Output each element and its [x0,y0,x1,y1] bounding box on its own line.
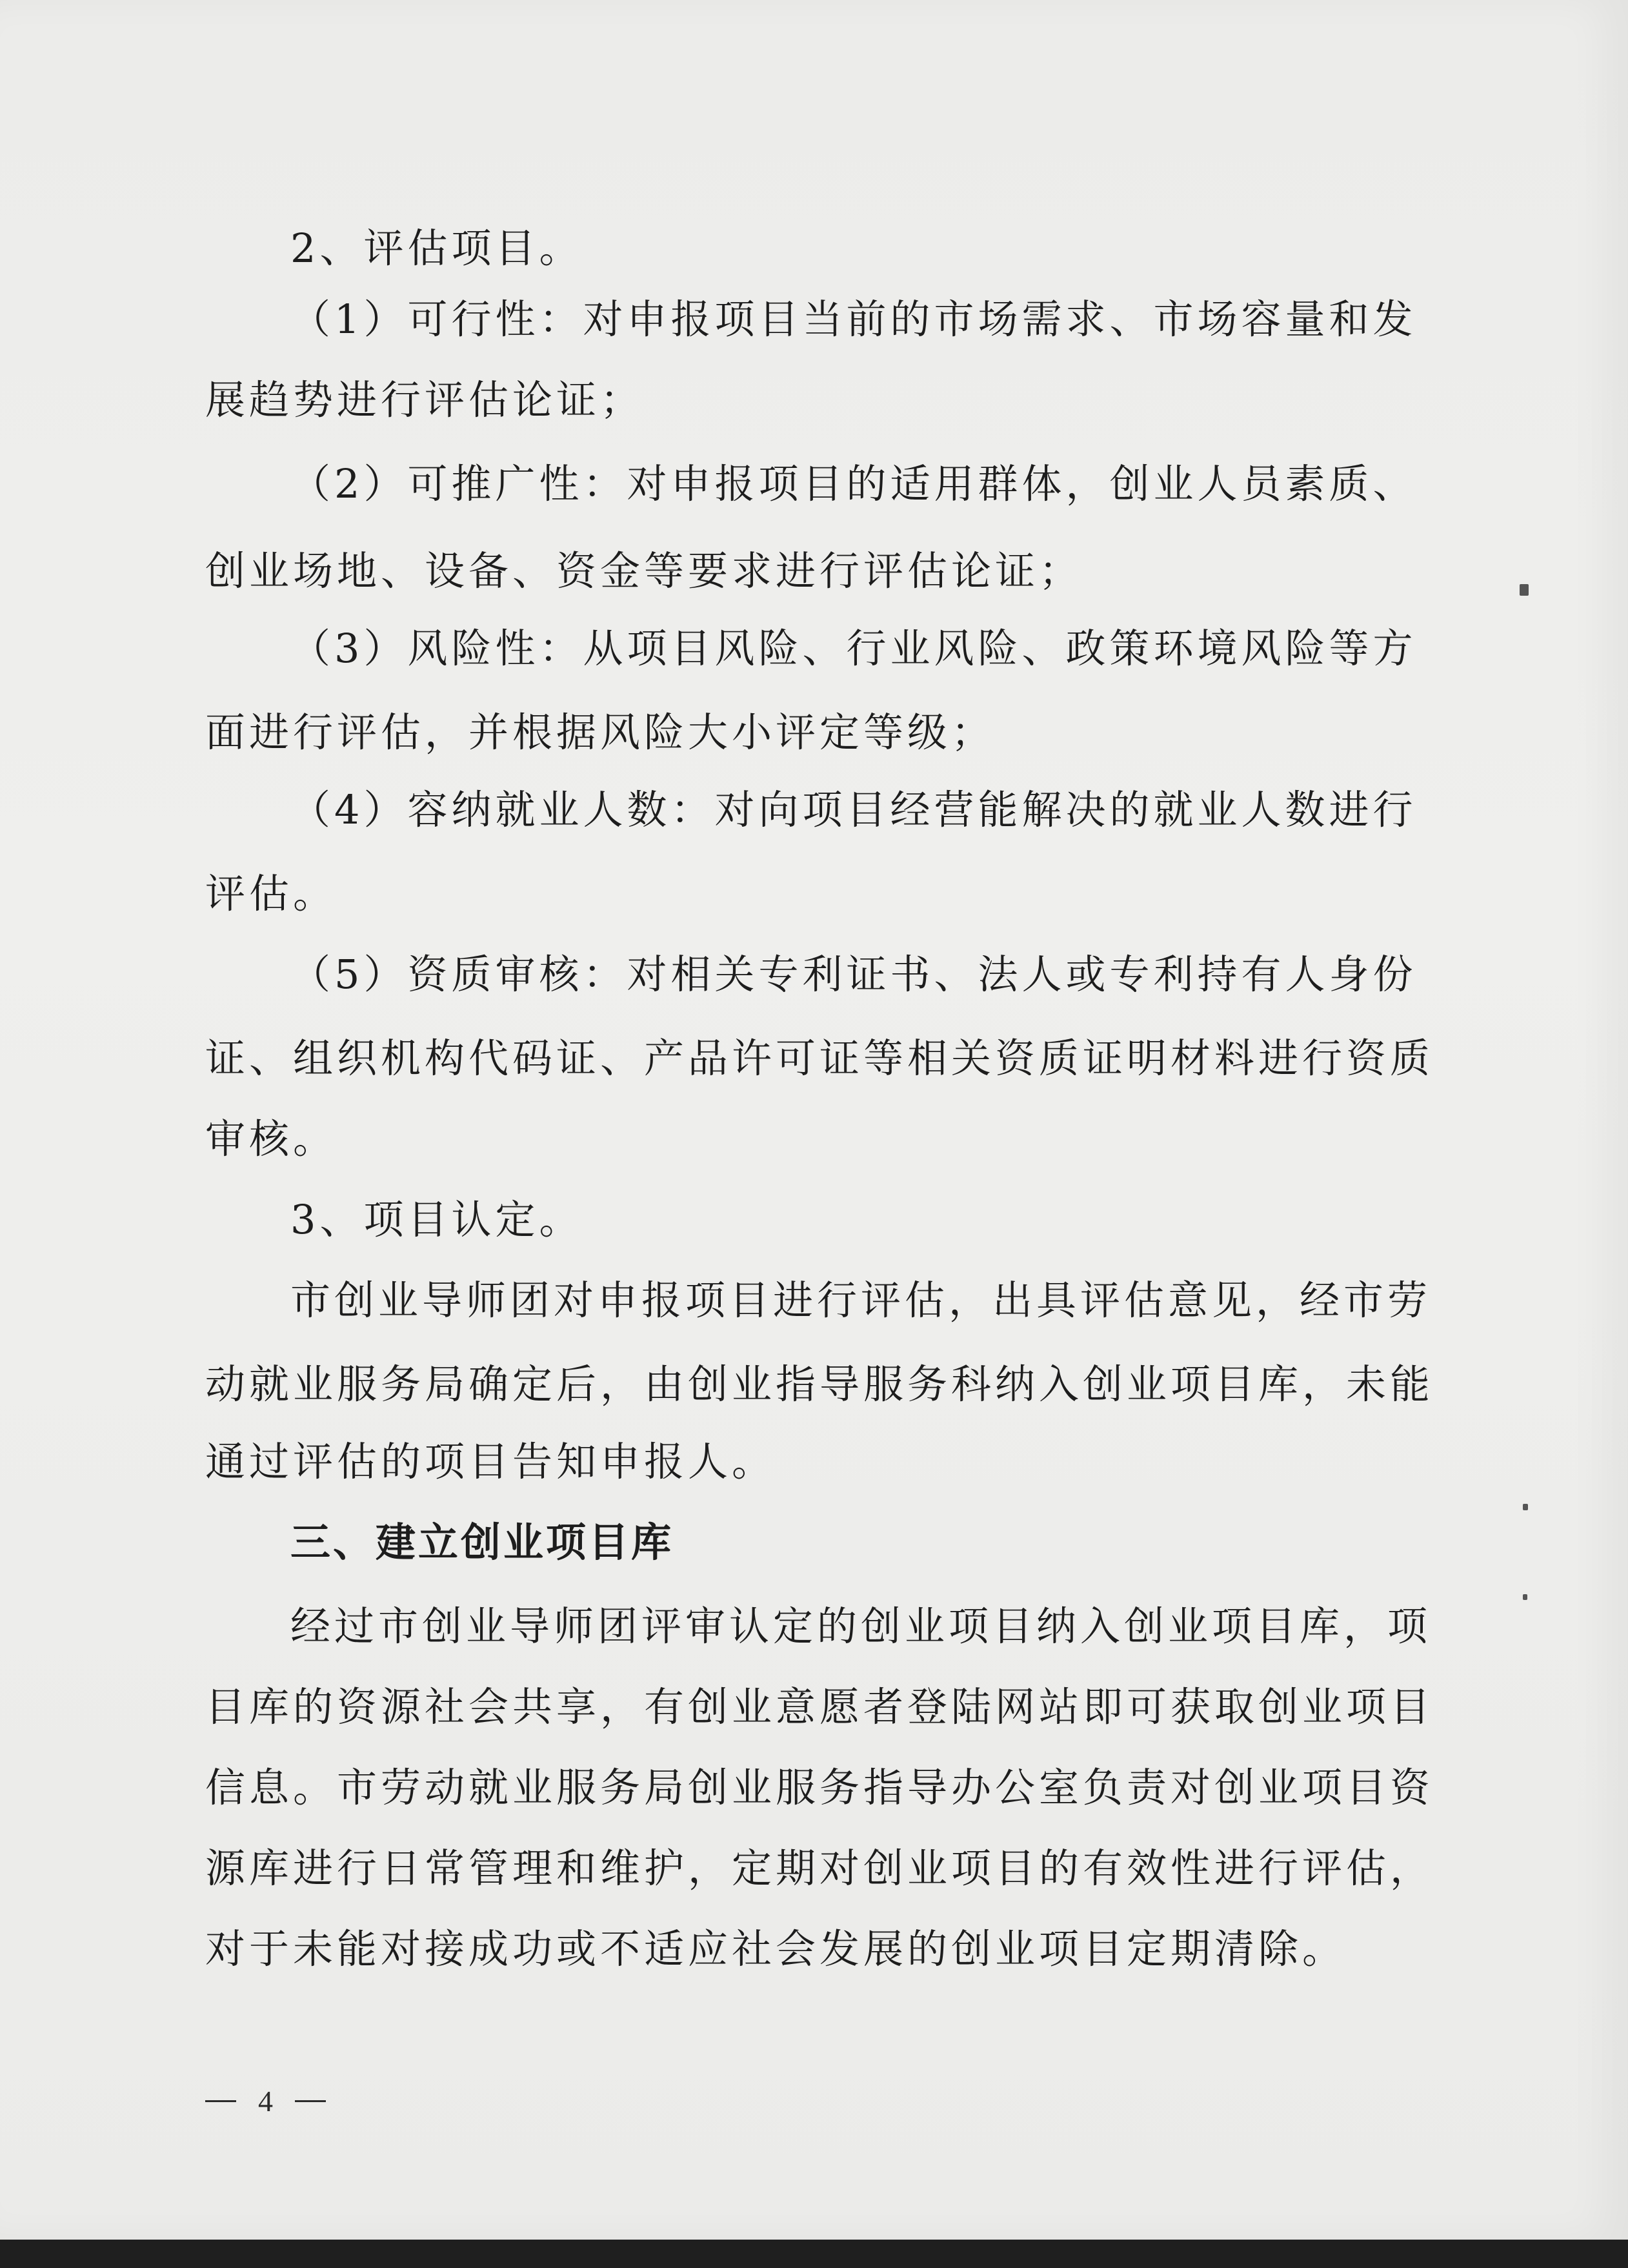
paragraph-line: 审核。 [205,1115,337,1162]
subsection-heading-evaluate: 2、评估项目。 [290,225,583,272]
paragraph-line: 目库的资源社会共享，有创业意愿者登陆网站即可获取创业项目 [205,1683,1434,1730]
paragraph-line: （1）可行性：对申报项目当前的市场需求、市场容量和发 [290,296,1417,343]
paragraph-line: 市创业导师团对申报项目进行评估，出具评估意见，经市劳 [290,1277,1432,1324]
page-number-dash-right [295,2100,326,2102]
paragraph-line: （5）资质审核：对相关专利证书、法人或专利持有人身份 [290,951,1417,998]
page-number [205,2081,360,2120]
paragraph-line: 展趋势进行评估论证； [205,376,645,423]
paragraph-line: 创业场地、设备、资金等要求进行评估论证； [205,547,1083,594]
paragraph-line: （3）风险性：从项目风险、行业风险、政策环境风险等方 [290,625,1417,672]
paragraph-line: 通过评估的项目告知申报人。 [205,1438,776,1485]
paragraph-line: 信息。市劳动就业服务局创业服务指导办公室负责对创业项目资 [205,1764,1434,1811]
paragraph-line: （4）容纳就业人数：对向项目经营能解决的就业人数进行 [290,786,1417,833]
subsection-heading-recognize: 3、项目认定。 [290,1196,583,1243]
paragraph-line: 动就业服务局确定后，由创业指导服务科纳入创业项目库，未能 [205,1361,1434,1408]
paragraph-line: （2）可推广性：对申报项目的适用群体，创业人员素质、 [290,460,1417,507]
paper-speck [1523,1594,1527,1600]
page-number-value: 4 [258,2084,273,2118]
paragraph-line: 证、组织机构代码证、产品许可证等相关资质证明材料进行资质 [205,1035,1434,1082]
paragraph-line: 面进行评估，并根据风险大小评定等级； [205,709,996,756]
section-heading: 三、建立创业项目库 [290,1519,674,1566]
background-edge [0,2240,1628,2268]
paper-speck [1520,584,1529,596]
paragraph-line: 源库进行日常管理和维护，定期对创业项目的有效性进行评估， [205,1845,1434,1892]
paper-speck [1523,1504,1528,1510]
paragraph-line: 评估。 [205,870,337,917]
paragraph-line: 对于未能对接成功或不适应社会发展的创业项目定期清除。 [205,1925,1347,1972]
paragraph-line: 经过市创业导师团评审认定的创业项目纳入创业项目库，项 [290,1603,1432,1650]
page-number-dash-left [205,2100,236,2102]
